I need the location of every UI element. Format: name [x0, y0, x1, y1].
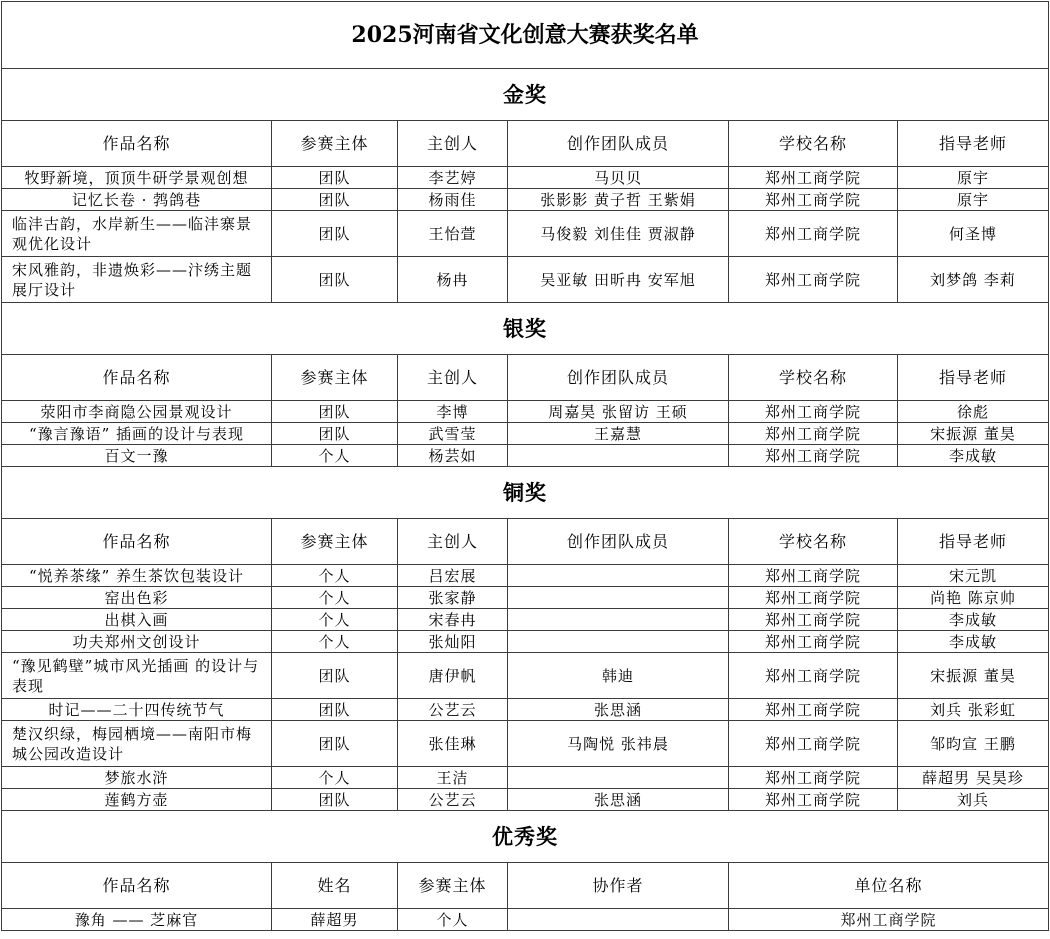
awards-table	[1, 1, 1049, 931]
cell-team: 王嘉慧	[508, 423, 729, 445]
header-entrant-type: 参赛主体	[272, 121, 398, 167]
cell-entrant: 团队	[272, 211, 398, 257]
cell-school: 郑州工商学院	[729, 189, 898, 211]
cell-entrant: 团队	[272, 423, 398, 445]
table-row	[2, 257, 1049, 303]
section-bronze-heading	[2, 467, 1049, 519]
cell-lead: 武雪莹	[398, 423, 508, 445]
cell-lead: 王怡萱	[398, 211, 508, 257]
table-row	[2, 789, 1049, 811]
cell-advisor: 薛超男 吴昊珍	[898, 767, 1049, 789]
cell-work: “豫见鹤壁”城市风光插画 的设计与表现	[2, 653, 272, 699]
cell-team: 马陶悦 张祎晨	[508, 721, 729, 767]
header-entrant-type: 参赛主体	[272, 355, 398, 401]
table-row	[2, 167, 1049, 189]
cell-school: 郑州工商学院	[729, 587, 898, 609]
cell-school: 郑州工商学院	[729, 767, 898, 789]
cell-lead: 张佳琳	[398, 721, 508, 767]
cell-school: 郑州工商学院	[729, 609, 898, 631]
cell-school: 郑州工商学院	[729, 653, 898, 699]
cell-school: 郑州工商学院	[729, 257, 898, 303]
cell-work: 豫角 —— 芝麻官	[2, 909, 272, 931]
cell-entrant: 个人	[272, 767, 398, 789]
cell-work: 出棋入画	[2, 609, 272, 631]
cell-school: 郑州工商学院	[729, 699, 898, 721]
cell-entrant: 个人	[272, 631, 398, 653]
cell-team: 张思涵	[508, 699, 729, 721]
cell-work: 楚汉织绿，梅园栖境——南阳市梅城公园改造设计	[2, 721, 272, 767]
cell-lead: 王洁	[398, 767, 508, 789]
table-row	[2, 189, 1049, 211]
cell-school: 郑州工商学院	[729, 401, 898, 423]
header-team-members: 创作团队成员	[508, 355, 729, 401]
cell-advisor: 宋振源 董昊	[898, 423, 1049, 445]
cell-lead: 李艺婷	[398, 167, 508, 189]
table-row	[2, 767, 1049, 789]
section-title: 优秀奖	[2, 811, 1049, 863]
header-team-members: 创作团队成员	[508, 519, 729, 565]
header-collaborator: 协作者	[508, 863, 729, 909]
cell-work: 记忆长卷 · 鹁鸽巷	[2, 189, 272, 211]
section-excellence-heading	[2, 811, 1049, 863]
cell-entrant: 团队	[272, 789, 398, 811]
header-work-name: 作品名称	[2, 863, 272, 909]
header-entrant-type: 参赛主体	[398, 863, 508, 909]
cell-team	[508, 609, 729, 631]
section-gold-heading	[2, 69, 1049, 121]
cell-school: 郑州工商学院	[729, 565, 898, 587]
header-unit-name: 单位名称	[729, 863, 1049, 909]
cell-lead: 杨芸如	[398, 445, 508, 467]
cell-entrant: 团队	[272, 257, 398, 303]
cell-entrant: 团队	[272, 167, 398, 189]
section-silver-heading	[2, 303, 1049, 355]
cell-lead: 张灿阳	[398, 631, 508, 653]
header-work-name: 作品名称	[2, 519, 272, 565]
header-entrant-type: 参赛主体	[272, 519, 398, 565]
cell-unit: 郑州工商学院	[729, 909, 1049, 931]
cell-entrant: 个人	[272, 587, 398, 609]
table-row	[2, 699, 1049, 721]
page-title: 2025河南省文化创意大赛获奖名单	[2, 2, 1049, 69]
table-row	[2, 631, 1049, 653]
table-row	[2, 211, 1049, 257]
header-name: 姓名	[272, 863, 398, 909]
header-work-name: 作品名称	[2, 355, 272, 401]
cell-advisor: 李成敏	[898, 609, 1049, 631]
section-title: 银奖	[2, 303, 1049, 355]
cell-work: 临沣古韵，水岸新生——临沣寨景观优化设计	[2, 211, 272, 257]
cell-team	[508, 587, 729, 609]
cell-entrant: 团队	[272, 401, 398, 423]
table-row	[2, 445, 1049, 467]
cell-lead: 杨冉	[398, 257, 508, 303]
cell-team: 吴亚敏 田昕冉 安军旭	[508, 257, 729, 303]
cell-work: 百文一豫	[2, 445, 272, 467]
cell-work: 时记——二十四传统节气	[2, 699, 272, 721]
cell-advisor: 原宇	[898, 167, 1049, 189]
cell-lead: 杨雨佳	[398, 189, 508, 211]
header-work-name: 作品名称	[2, 121, 272, 167]
table-header-row	[2, 863, 1049, 909]
table-header-row	[2, 355, 1049, 401]
table-row	[2, 565, 1049, 587]
cell-name: 薛超男	[272, 909, 398, 931]
header-team-members: 创作团队成员	[508, 121, 729, 167]
cell-team: 周嘉昊 张留访 王硕	[508, 401, 729, 423]
cell-school: 郑州工商学院	[729, 423, 898, 445]
cell-lead: 唐伊帆	[398, 653, 508, 699]
cell-team: 张影影 黄子哲 王紫娟	[508, 189, 729, 211]
cell-school: 郑州工商学院	[729, 721, 898, 767]
cell-lead: 吕宏展	[398, 565, 508, 587]
header-lead-creator: 主创人	[398, 355, 508, 401]
section-title: 金奖	[2, 69, 1049, 121]
cell-entrant: 团队	[272, 721, 398, 767]
header-lead-creator: 主创人	[398, 121, 508, 167]
cell-team	[508, 565, 729, 587]
cell-advisor: 邹昀宣 王鹏	[898, 721, 1049, 767]
table-row	[2, 609, 1049, 631]
cell-school: 郑州工商学院	[729, 167, 898, 189]
cell-team	[508, 767, 729, 789]
cell-advisor: 宋振源 董昊	[898, 653, 1049, 699]
cell-work: “豫言豫语” 插画的设计与表现	[2, 423, 272, 445]
cell-lead: 公艺云	[398, 789, 508, 811]
cell-entrant: 团队	[272, 699, 398, 721]
cell-school: 郑州工商学院	[729, 211, 898, 257]
header-school-name: 学校名称	[729, 121, 898, 167]
table-row	[2, 423, 1049, 445]
cell-advisor: 尚艳 陈京帅	[898, 587, 1049, 609]
header-school-name: 学校名称	[729, 519, 898, 565]
cell-work: “悦养茶缘” 养生茶饮包装设计	[2, 565, 272, 587]
cell-team: 张思涵	[508, 789, 729, 811]
cell-advisor: 李成敏	[898, 631, 1049, 653]
cell-work: 宋风雅韵，非遗焕彩——汴绣主题展厅设计	[2, 257, 272, 303]
cell-work: 梦旅水浒	[2, 767, 272, 789]
cell-entrant: 个人	[272, 445, 398, 467]
header-school-name: 学校名称	[729, 355, 898, 401]
table-row	[2, 587, 1049, 609]
cell-team: 马贝贝	[508, 167, 729, 189]
cell-entrant: 个人	[272, 609, 398, 631]
cell-advisor: 徐彪	[898, 401, 1049, 423]
cell-entrant: 个人	[272, 565, 398, 587]
cell-advisor: 何圣博	[898, 211, 1049, 257]
cell-school: 郑州工商学院	[729, 445, 898, 467]
header-lead-creator: 主创人	[398, 519, 508, 565]
cell-advisor: 宋元凯	[898, 565, 1049, 587]
cell-advisor: 刘兵	[898, 789, 1049, 811]
cell-lead: 公艺云	[398, 699, 508, 721]
cell-team: 韩迪	[508, 653, 729, 699]
cell-school: 郑州工商学院	[729, 789, 898, 811]
cell-school: 郑州工商学院	[729, 631, 898, 653]
cell-entrant: 团队	[272, 653, 398, 699]
cell-collaborator	[508, 909, 729, 931]
table-row	[2, 721, 1049, 767]
cell-team	[508, 445, 729, 467]
cell-lead: 宋春冉	[398, 609, 508, 631]
header-advisor: 指导老师	[898, 121, 1049, 167]
header-advisor: 指导老师	[898, 519, 1049, 565]
table-row	[2, 653, 1049, 699]
section-title: 铜奖	[2, 467, 1049, 519]
cell-lead: 李博	[398, 401, 508, 423]
cell-work: 功夫郑州文创设计	[2, 631, 272, 653]
cell-entrant: 个人	[398, 909, 508, 931]
cell-work: 窑出色彩	[2, 587, 272, 609]
cell-work: 莲鹤方壶	[2, 789, 272, 811]
header-advisor: 指导老师	[898, 355, 1049, 401]
cell-advisor: 刘兵 张彩虹	[898, 699, 1049, 721]
table-header-row	[2, 121, 1049, 167]
cell-team	[508, 631, 729, 653]
cell-entrant: 团队	[272, 189, 398, 211]
cell-team: 马俊毅 刘佳佳 贾淑静	[508, 211, 729, 257]
cell-lead: 张家静	[398, 587, 508, 609]
cell-advisor: 刘梦鸽 李莉	[898, 257, 1049, 303]
table-header-row	[2, 519, 1049, 565]
cell-work: 牧野新境，顶顶牛研学景观创想	[2, 167, 272, 189]
cell-advisor: 原宇	[898, 189, 1049, 211]
table-row	[2, 909, 1049, 931]
title-row	[2, 2, 1049, 69]
cell-advisor: 李成敏	[898, 445, 1049, 467]
table-row	[2, 401, 1049, 423]
cell-work: 荥阳市李商隐公园景观设计	[2, 401, 272, 423]
